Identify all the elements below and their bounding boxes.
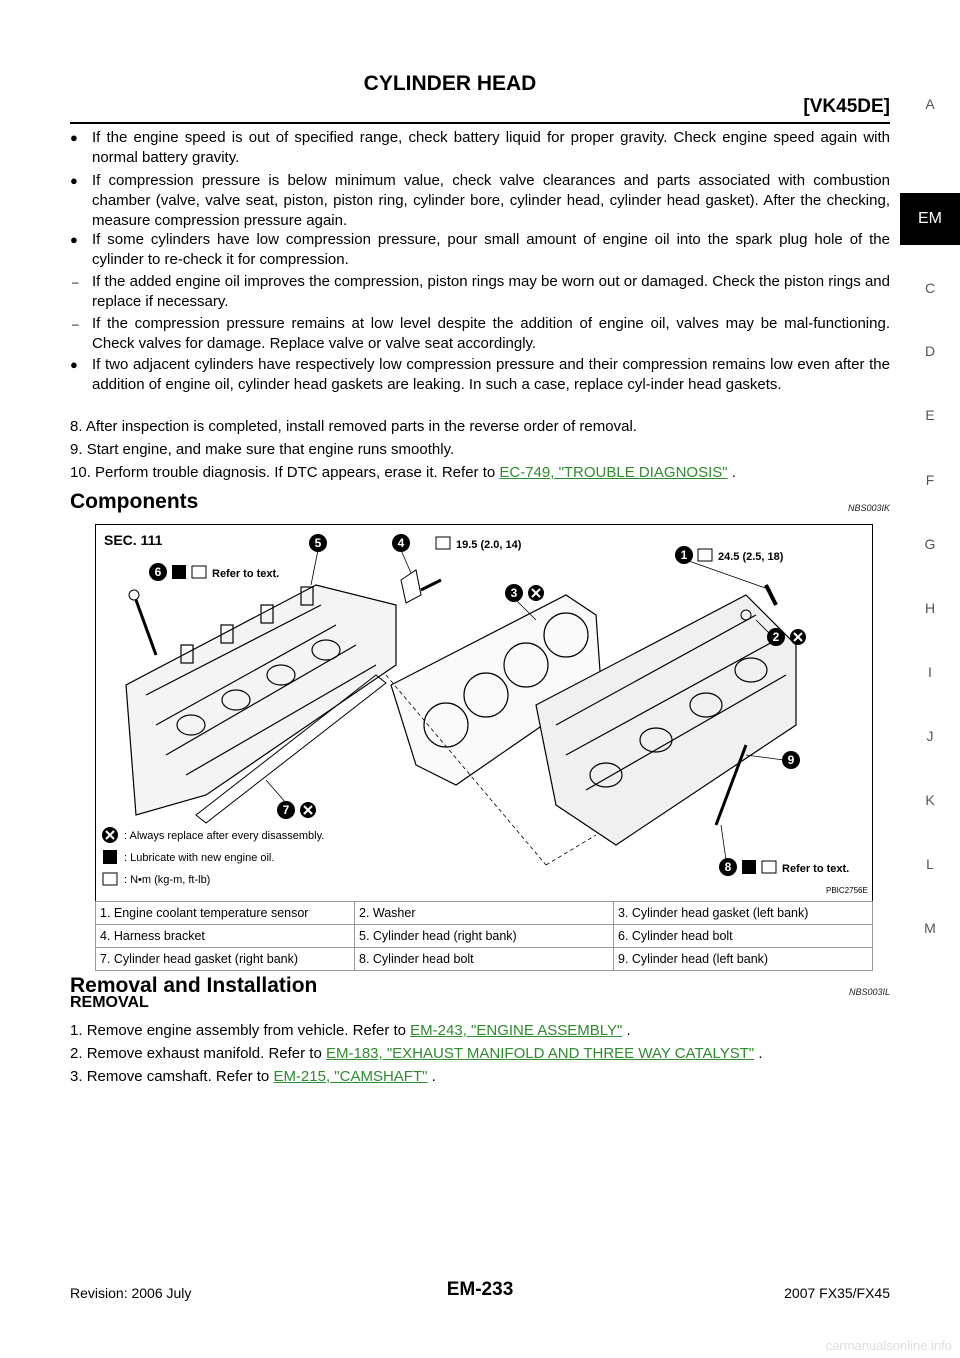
side-index-j[interactable]: J — [926, 728, 934, 744]
table-row — [96, 925, 873, 948]
torque-icon — [192, 566, 206, 578]
table-cell: 1. Engine coolant temperature sensor — [96, 902, 355, 925]
bullet-icon: ● — [70, 232, 78, 247]
svg-text:3: 3 — [510, 586, 518, 600]
side-index-d[interactable]: D — [924, 343, 936, 359]
refer-label-6: Refer to text. — [212, 568, 280, 580]
step-10: 10. Perform trouble diagnosis. If DTC appears, erase it. Refer to EC-749, "TROUBLE DIAGNOSIS" . — [70, 464, 736, 481]
torque-icon — [698, 549, 712, 561]
footer-model: 2007 FX35/FX45 — [784, 1285, 890, 1301]
table-row — [96, 902, 873, 925]
callout-9 — [782, 751, 800, 769]
removal-step-2: 2. Remove exhaust manifold. Refer to EM-183, "EXHAUST MANIFOLD AND THREE WAY CATALYST" . — [70, 1045, 763, 1062]
refer-label-8: Refer to text. — [782, 863, 850, 875]
lubricate-icon — [172, 565, 186, 579]
page-subtitle: [VK45DE] — [803, 96, 890, 117]
svg-text:2: 2 — [772, 630, 780, 644]
footer-revision: Revision: 2006 July — [70, 1285, 192, 1301]
torque-label-1: 24.5 (2.5, 18) — [718, 551, 784, 563]
components-heading: Components — [70, 490, 199, 513]
replace-icon — [300, 802, 316, 818]
removal-heading: Removal and Installation — [70, 974, 318, 997]
table-cell: 6. Cylinder head bolt — [614, 925, 873, 948]
lubricate-icon — [742, 860, 756, 874]
watermark: carmanualsonline.info — [825, 1338, 952, 1353]
removal-step-3: 3. Remove camshaft. Refer to EM-215, "CAMSHAFT" . — [70, 1068, 436, 1085]
bracket-bolt — [421, 580, 441, 590]
figure-legend — [102, 827, 324, 886]
exploded-diagram — [95, 524, 873, 902]
coolant-sensor — [766, 585, 776, 605]
torque-icon — [436, 537, 450, 549]
side-index-e[interactable]: E — [925, 407, 935, 423]
bullet-item: ● If compression pressure is below minimum value, check valve clearances and parts associated with combustion chamber (valve, valve seat, piston, piston ring, cylinder bore, cylinder head, cylinder head gasket). After the checking, measure compression pressure again. — [70, 172, 890, 229]
torque-icon — [103, 873, 117, 885]
sec-label: SEC. 111 — [104, 532, 163, 548]
side-index-c[interactable]: C — [924, 280, 936, 296]
side-index-k[interactable]: K — [925, 792, 935, 808]
replace-icon — [790, 629, 806, 645]
callout-1 — [675, 546, 693, 564]
callout-8 — [719, 858, 737, 876]
side-index-f[interactable]: F — [925, 472, 935, 488]
table-cell: 3. Cylinder head gasket (left bank) — [614, 902, 873, 925]
exploded-diagram-svg — [96, 525, 872, 901]
callout-7 — [277, 801, 295, 819]
side-index-a[interactable]: A — [925, 96, 935, 112]
svg-text:9: 9 — [787, 753, 795, 767]
bullet-icon: ● — [70, 130, 78, 145]
header-rule — [70, 122, 890, 124]
bolt-6 — [129, 590, 156, 655]
harness-bracket — [401, 570, 421, 603]
svg-text:7: 7 — [282, 803, 290, 817]
side-index-g[interactable]: G — [924, 536, 936, 552]
parts-legend-table — [95, 901, 873, 971]
side-index-l[interactable]: L — [926, 856, 934, 872]
legend-torque-text: : N•m (kg-m, ft-lb) — [124, 874, 211, 886]
bullet-icon: ● — [70, 173, 78, 188]
side-index-em[interactable]: EM — [900, 193, 960, 245]
side-index-i[interactable]: I — [928, 664, 932, 680]
callout-2 — [767, 628, 785, 646]
step-8: 8. After inspection is completed, install removed parts in the reverse order of removal. — [70, 418, 637, 435]
bullet-item: ● If the engine speed is out of specified range, check battery liquid for proper gravity. Check engine speed again with normal battery gravity. — [70, 129, 890, 166]
table-cell: 9. Cylinder head (left bank) — [614, 948, 873, 971]
svg-text:8: 8 — [724, 860, 732, 874]
table-cell: 5. Cylinder head (right bank) — [355, 925, 614, 948]
svg-text:6: 6 — [154, 565, 162, 579]
callout-6 — [149, 563, 167, 581]
svg-text:4: 4 — [397, 536, 405, 550]
em-243-link[interactable]: EM-243, "ENGINE ASSEMBLY" — [410, 1022, 623, 1039]
table-cell: 4. Harness bracket — [96, 925, 355, 948]
dash-icon: – — [72, 317, 79, 331]
torque-icon — [762, 861, 776, 873]
bullet-item: ● If some cylinders have low compression pressure, pour small amount of engine oil into the spark plug hole of the cylinder to re-check it for compression. — [70, 231, 890, 268]
callout-5 — [309, 534, 327, 552]
legend-lube-text: : Lubricate with new engine oil. — [124, 852, 275, 864]
table-cell: 7. Cylinder head gasket (right bank) — [96, 948, 355, 971]
table-cell: 2. Washer — [355, 902, 614, 925]
dash-item: – If the compression pressure remains at low level despite the addition of engine oil, valves may be mal-functioning. Check valves for damage. Replace valve or valve seat accordingly. — [72, 315, 890, 352]
bullet-item: ● If two adjacent cylinders have respectively low compression pressure and their compression remains low even after the addition of engine oil, cylinder head gaskets are leaking. In such a case, replace cyl-inder head gaskets. — [70, 356, 890, 393]
bullet-icon: ● — [70, 357, 78, 372]
step-9: 9. Start engine, and make sure that engine runs smoothly. — [70, 441, 455, 458]
footer-page-number: EM-233 — [446, 1279, 514, 1300]
removal-subheading: REMOVAL — [70, 994, 149, 1011]
table-cell: 8. Cylinder head bolt — [355, 948, 614, 971]
page-title: CYLINDER HEAD — [363, 72, 537, 95]
removal-step-1: 1. Remove engine assembly from vehicle. Refer to EM-243, "ENGINE ASSEMBLY" . — [70, 1022, 631, 1039]
replace-icon — [528, 585, 544, 601]
components-code: NBS003IK — [847, 503, 890, 513]
svg-text:5: 5 — [314, 536, 322, 550]
callout-4 — [392, 534, 410, 552]
side-index-m[interactable]: M — [924, 920, 936, 936]
em-183-link[interactable]: EM-183, "EXHAUST MANIFOLD AND THREE WAY CATALYST" — [325, 1045, 755, 1062]
legend-replace-text: : Always replace after every disassembly. — [124, 830, 325, 842]
torque-label-4: 19.5 (2.0, 14) — [456, 539, 522, 551]
svg-text:1: 1 — [680, 548, 688, 562]
lubricate-icon — [103, 850, 117, 864]
dash-icon: – — [72, 275, 79, 289]
dash-item: – If the added engine oil improves the compression, piston rings may be worn out or damaged. Check the piston rings and replace if necessary. — [72, 273, 890, 310]
removal-code: NBS003IL — [848, 987, 890, 997]
ec-749-link[interactable]: EC-749, "TROUBLE DIAGNOSIS" — [499, 464, 728, 481]
figure-code: PBIC2756E — [826, 886, 868, 895]
callout-3 — [505, 584, 523, 602]
table-row — [96, 948, 873, 971]
side-index-h[interactable]: H — [924, 600, 936, 616]
em-215-link[interactable]: EM-215, "CAMSHAFT" — [273, 1068, 428, 1085]
